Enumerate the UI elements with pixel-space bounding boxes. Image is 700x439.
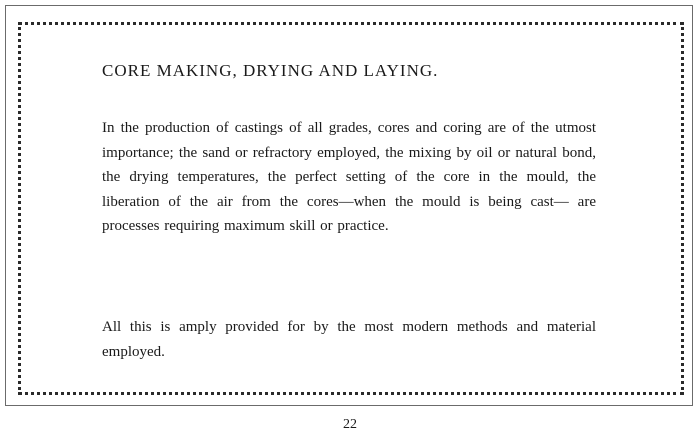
page-number: 22 xyxy=(343,417,357,432)
section-heading: CORE MAKING, DRYING AND LAYING. xyxy=(102,61,439,80)
body-paragraph-1: In the production of castings of all grades, cores and coring are of the utmost importance; the sand or refractory employed, the mixing by oil or natural bond, the drying temperatures, the perfect setting of the core in the mould, the liberation of the air from the cores—when the mould is being cast— are processes requiring maximum skill or practice. xyxy=(102,120,596,234)
body-paragraph-2: All this is amply provided for by the most modern methods and material employed. xyxy=(102,319,596,360)
